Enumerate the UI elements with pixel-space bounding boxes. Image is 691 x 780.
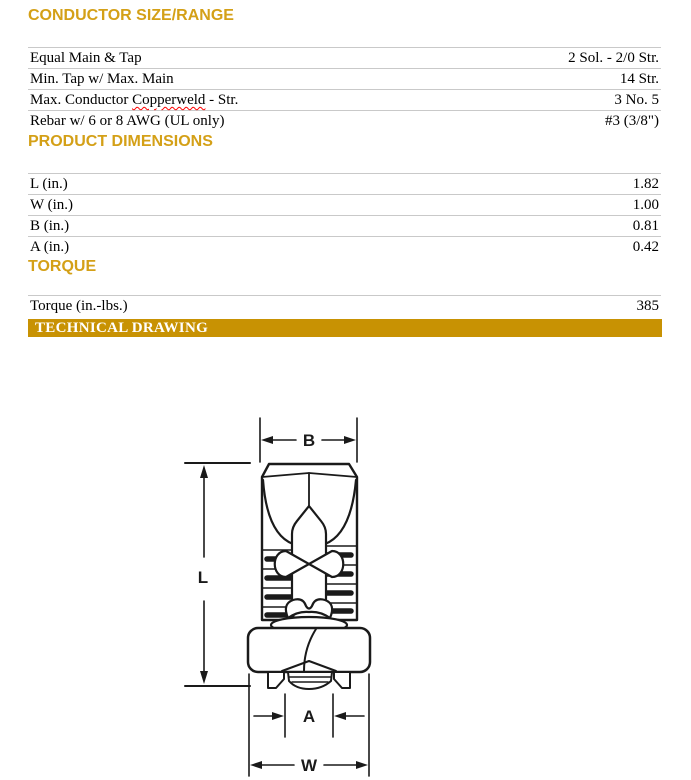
misspelled-word: Copperweld bbox=[132, 92, 206, 108]
spec-row bbox=[28, 48, 661, 69]
spec-label: Max. Conductor Copperweld - Str. bbox=[30, 92, 239, 108]
spec-value: 385 bbox=[636, 298, 659, 314]
spec-row bbox=[28, 174, 661, 195]
spec-row bbox=[28, 296, 661, 317]
tab-right bbox=[334, 672, 350, 688]
technical-drawing-banner bbox=[28, 319, 662, 337]
dimension-l bbox=[185, 463, 250, 686]
spec-row bbox=[28, 195, 661, 216]
product-dimensions-table bbox=[28, 173, 661, 257]
spec-row bbox=[28, 111, 661, 132]
dim-l-arrow-up bbox=[200, 465, 208, 478]
section-title-torque: TORQUE bbox=[28, 258, 97, 275]
nut bbox=[248, 628, 370, 672]
tab-left bbox=[268, 672, 284, 688]
dimension-label-b: B bbox=[302, 431, 316, 450]
spec-row bbox=[28, 90, 661, 111]
spec-value: 0.42 bbox=[632, 239, 659, 255]
spec-label: W (in.) bbox=[30, 197, 74, 213]
dim-b-arrow-right bbox=[344, 436, 356, 444]
conductor-size-range-table bbox=[28, 47, 661, 131]
spec-label: Torque (in.-lbs.) bbox=[30, 298, 128, 314]
spec-value: #3 (3/8") bbox=[604, 113, 659, 129]
dim-w-arrow-right bbox=[356, 761, 368, 769]
spec-label: Equal Main & Tap bbox=[30, 50, 142, 66]
dim-w-arrow-left bbox=[250, 761, 262, 769]
dim-a-arrow-left bbox=[272, 712, 284, 720]
spec-row bbox=[28, 237, 661, 258]
spec-label: A (in.) bbox=[30, 239, 70, 255]
torque-table bbox=[28, 295, 661, 316]
spec-value: 2 Sol. - 2/0 Str. bbox=[568, 50, 659, 66]
section-title-product-dimensions: PRODUCT DIMENSIONS bbox=[28, 133, 213, 150]
spec-row bbox=[28, 69, 661, 90]
spec-value: 1.82 bbox=[632, 176, 659, 192]
dimension-label-a: A bbox=[302, 707, 316, 726]
spec-label: L (in.) bbox=[30, 176, 68, 192]
spec-label: Min. Tap w/ Max. Main bbox=[30, 71, 174, 87]
technical-drawing-banner-title: TECHNICAL DRAWING bbox=[35, 320, 209, 336]
spec-row bbox=[28, 216, 661, 237]
pressure-bar bbox=[288, 672, 332, 689]
connector-body bbox=[248, 464, 370, 689]
dim-a-arrow-right bbox=[334, 712, 346, 720]
dim-l-arrow-down bbox=[200, 671, 208, 684]
dimension-label-l: L bbox=[197, 568, 209, 587]
spec-value: 0.81 bbox=[632, 218, 659, 234]
spec-value: 3 No. 5 bbox=[614, 92, 659, 108]
spec-value: 1.00 bbox=[632, 197, 659, 213]
spec-label: Rebar w/ 6 or 8 AWG (UL only) bbox=[30, 113, 225, 129]
spec-value: 14 Str. bbox=[619, 71, 659, 87]
technical-drawing bbox=[150, 398, 480, 780]
dim-b-arrow-left bbox=[261, 436, 273, 444]
dimension-label-w: W bbox=[300, 756, 318, 775]
spec-label: B (in.) bbox=[30, 218, 70, 234]
section-title-conductor-size-range: CONDUCTOR SIZE/RANGE bbox=[28, 7, 234, 24]
